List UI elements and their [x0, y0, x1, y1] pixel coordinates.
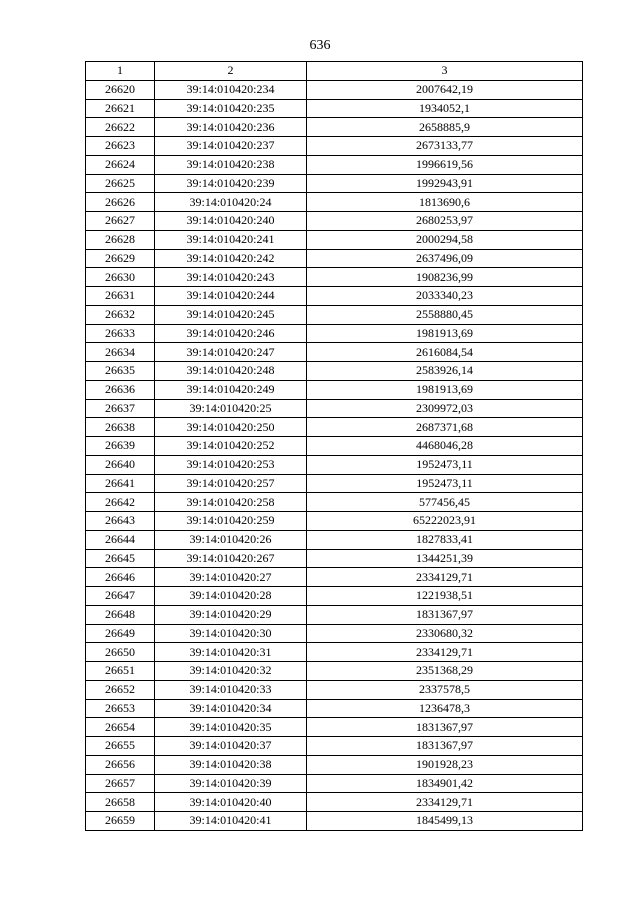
- row-number-cell: 26647: [86, 587, 155, 606]
- cadastral-number-cell: 39:14:010420:252: [155, 437, 307, 456]
- row-number-cell: 26639: [86, 437, 155, 456]
- cadastral-number-cell: 39:14:010420:250: [155, 418, 307, 437]
- row-number-cell: 26638: [86, 418, 155, 437]
- row-number-cell: 26635: [86, 362, 155, 381]
- cadastral-number-cell: 39:14:010420:236: [155, 118, 307, 137]
- column-header-1: 1: [86, 62, 155, 81]
- row-number-cell: 26646: [86, 568, 155, 587]
- value-cell: 1908236,99: [307, 268, 583, 287]
- cadastral-number-cell: 39:14:010420:241: [155, 230, 307, 249]
- table-row: [86, 362, 583, 381]
- value-cell: 2583926,14: [307, 362, 583, 381]
- row-number-cell: 26651: [86, 662, 155, 681]
- cadastral-number-cell: 39:14:010420:239: [155, 174, 307, 193]
- table-row: [86, 699, 583, 718]
- cadastral-number-cell: 39:14:010420:30: [155, 624, 307, 643]
- row-number-cell: 26640: [86, 455, 155, 474]
- row-number-cell: 26625: [86, 174, 155, 193]
- row-number-cell: 26642: [86, 493, 155, 512]
- row-number-cell: 26644: [86, 530, 155, 549]
- row-number-cell: 26629: [86, 249, 155, 268]
- row-number-cell: 26630: [86, 268, 155, 287]
- value-cell: 1221938,51: [307, 587, 583, 606]
- column-header-3: 3: [307, 62, 583, 81]
- row-number-cell: 26643: [86, 512, 155, 531]
- row-number-cell: 26628: [86, 230, 155, 249]
- cadastral-number-cell: 39:14:010420:27: [155, 568, 307, 587]
- table-row: [86, 305, 583, 324]
- cadastral-number-cell: 39:14:010420:26: [155, 530, 307, 549]
- row-number-cell: 26631: [86, 287, 155, 306]
- cadastral-number-cell: 39:14:010420:29: [155, 605, 307, 624]
- table-row: [86, 643, 583, 662]
- cadastral-number-cell: 39:14:010420:31: [155, 643, 307, 662]
- value-cell: 4468046,28: [307, 437, 583, 456]
- value-cell: 1845499,13: [307, 812, 583, 831]
- row-number-cell: 26652: [86, 680, 155, 699]
- table-row: [86, 680, 583, 699]
- cadastral-number-cell: 39:14:010420:243: [155, 268, 307, 287]
- cadastral-number-cell: 39:14:010420:247: [155, 343, 307, 362]
- row-number-cell: 26623: [86, 137, 155, 156]
- value-cell: 1831367,97: [307, 737, 583, 756]
- cadastral-number-cell: 39:14:010420:39: [155, 774, 307, 793]
- table-row: [86, 493, 583, 512]
- row-number-cell: 26657: [86, 774, 155, 793]
- cadastral-number-cell: 39:14:010420:257: [155, 474, 307, 493]
- cadastral-number-cell: 39:14:010420:40: [155, 793, 307, 812]
- cadastral-number-cell: 39:14:010420:246: [155, 324, 307, 343]
- column-header-2: 2: [155, 62, 307, 81]
- value-cell: 2309972,03: [307, 399, 583, 418]
- cadastral-number-cell: 39:14:010420:253: [155, 455, 307, 474]
- table-row: [86, 605, 583, 624]
- row-number-cell: 26622: [86, 118, 155, 137]
- page-number: 636: [309, 38, 331, 53]
- value-cell: 2334129,71: [307, 793, 583, 812]
- cadastral-number-cell: 39:14:010420:267: [155, 549, 307, 568]
- row-number-cell: 26620: [86, 80, 155, 99]
- value-cell: 2330680,32: [307, 624, 583, 643]
- cadastral-number-cell: 39:14:010420:38: [155, 755, 307, 774]
- value-cell: 2687371,68: [307, 418, 583, 437]
- value-cell: 1996619,56: [307, 155, 583, 174]
- value-cell: 577456,45: [307, 493, 583, 512]
- row-number-cell: 26621: [86, 99, 155, 118]
- table-row: [86, 568, 583, 587]
- cadastral-number-cell: 39:14:010420:244: [155, 287, 307, 306]
- table-row: [86, 624, 583, 643]
- cadastral-number-cell: 39:14:010420:249: [155, 380, 307, 399]
- row-number-cell: 26626: [86, 193, 155, 212]
- row-number-cell: 26641: [86, 474, 155, 493]
- value-cell: 2000294,58: [307, 230, 583, 249]
- row-number-cell: 26645: [86, 549, 155, 568]
- value-cell: 1901928,23: [307, 755, 583, 774]
- row-number-cell: 26650: [86, 643, 155, 662]
- table-row: [86, 380, 583, 399]
- value-cell: 2680253,97: [307, 212, 583, 231]
- row-number-cell: 26655: [86, 737, 155, 756]
- table-header: [86, 62, 583, 81]
- cadastral-number-cell: 39:14:010420:237: [155, 137, 307, 156]
- row-number-cell: 26624: [86, 155, 155, 174]
- row-number-cell: 26648: [86, 605, 155, 624]
- row-number-cell: 26656: [86, 755, 155, 774]
- value-cell: 2616084,54: [307, 343, 583, 362]
- registry-table: [85, 61, 583, 831]
- table-row: [86, 474, 583, 493]
- row-number-cell: 26658: [86, 793, 155, 812]
- table-row: [86, 212, 583, 231]
- cadastral-number-cell: 39:14:010420:25: [155, 399, 307, 418]
- cadastral-number-cell: 39:14:010420:41: [155, 812, 307, 831]
- table-row: [86, 80, 583, 99]
- row-number-cell: 26634: [86, 343, 155, 362]
- value-cell: 2007642,19: [307, 80, 583, 99]
- value-cell: 1981913,69: [307, 324, 583, 343]
- table-row: [86, 155, 583, 174]
- row-number-cell: 26649: [86, 624, 155, 643]
- table-row: [86, 249, 583, 268]
- value-cell: 1236478,3: [307, 699, 583, 718]
- table-body: [86, 80, 583, 830]
- value-cell: 1344251,39: [307, 549, 583, 568]
- table-row: [86, 530, 583, 549]
- value-cell: 1952473,11: [307, 474, 583, 493]
- value-cell: 65222023,91: [307, 512, 583, 531]
- table-row: [86, 99, 583, 118]
- table-row: [86, 737, 583, 756]
- cadastral-number-cell: 39:14:010420:242: [155, 249, 307, 268]
- cadastral-number-cell: 39:14:010420:258: [155, 493, 307, 512]
- value-cell: 2658885,9: [307, 118, 583, 137]
- row-number-cell: 26636: [86, 380, 155, 399]
- value-cell: 2334129,71: [307, 568, 583, 587]
- value-cell: 1813690,6: [307, 193, 583, 212]
- cadastral-number-cell: 39:14:010420:234: [155, 80, 307, 99]
- cadastral-number-cell: 39:14:010420:238: [155, 155, 307, 174]
- table-row: [86, 118, 583, 137]
- table-row: [86, 174, 583, 193]
- cadastral-number-cell: 39:14:010420:24: [155, 193, 307, 212]
- row-number-cell: 26659: [86, 812, 155, 831]
- table-row: [86, 512, 583, 531]
- table-row: [86, 774, 583, 793]
- value-cell: 2033340,23: [307, 287, 583, 306]
- cadastral-number-cell: 39:14:010420:240: [155, 212, 307, 231]
- table-row: [86, 230, 583, 249]
- value-cell: 2351368,29: [307, 662, 583, 681]
- cadastral-number-cell: 39:14:010420:35: [155, 718, 307, 737]
- value-cell: 1831367,97: [307, 605, 583, 624]
- table-row: [86, 455, 583, 474]
- row-number-cell: 26633: [86, 324, 155, 343]
- cadastral-number-cell: 39:14:010420:33: [155, 680, 307, 699]
- value-cell: 2637496,09: [307, 249, 583, 268]
- cadastral-number-cell: 39:14:010420:37: [155, 737, 307, 756]
- value-cell: 1952473,11: [307, 455, 583, 474]
- table-row: [86, 268, 583, 287]
- cadastral-number-cell: 39:14:010420:235: [155, 99, 307, 118]
- table-row: [86, 287, 583, 306]
- value-cell: 2673133,77: [307, 137, 583, 156]
- cadastral-number-cell: 39:14:010420:245: [155, 305, 307, 324]
- table-row: [86, 812, 583, 831]
- table-row: [86, 193, 583, 212]
- table-row: [86, 137, 583, 156]
- table-row: [86, 324, 583, 343]
- table-row: [86, 549, 583, 568]
- value-cell: 1831367,97: [307, 718, 583, 737]
- table-row: [86, 662, 583, 681]
- table-row: [86, 755, 583, 774]
- row-number-cell: 26632: [86, 305, 155, 324]
- row-number-cell: 26653: [86, 699, 155, 718]
- value-cell: 1827833,41: [307, 530, 583, 549]
- row-number-cell: 26654: [86, 718, 155, 737]
- table-row: [86, 343, 583, 362]
- row-number-cell: 26637: [86, 399, 155, 418]
- table-row: [86, 793, 583, 812]
- cadastral-number-cell: 39:14:010420:28: [155, 587, 307, 606]
- table-row: [86, 437, 583, 456]
- cadastral-number-cell: 39:14:010420:259: [155, 512, 307, 531]
- table-row: [86, 399, 583, 418]
- row-number-cell: 26627: [86, 212, 155, 231]
- cadastral-number-cell: 39:14:010420:32: [155, 662, 307, 681]
- cadastral-number-cell: 39:14:010420:34: [155, 699, 307, 718]
- cadastral-number-cell: 39:14:010420:248: [155, 362, 307, 381]
- value-cell: 1834901,42: [307, 774, 583, 793]
- value-cell: 1981913,69: [307, 380, 583, 399]
- header-row: [86, 62, 583, 81]
- table-row: [86, 587, 583, 606]
- value-cell: 2337578,5: [307, 680, 583, 699]
- value-cell: 1992943,91: [307, 174, 583, 193]
- table-row: [86, 718, 583, 737]
- value-cell: 1934052,1: [307, 99, 583, 118]
- value-cell: 2558880,45: [307, 305, 583, 324]
- value-cell: 2334129,71: [307, 643, 583, 662]
- table-row: [86, 418, 583, 437]
